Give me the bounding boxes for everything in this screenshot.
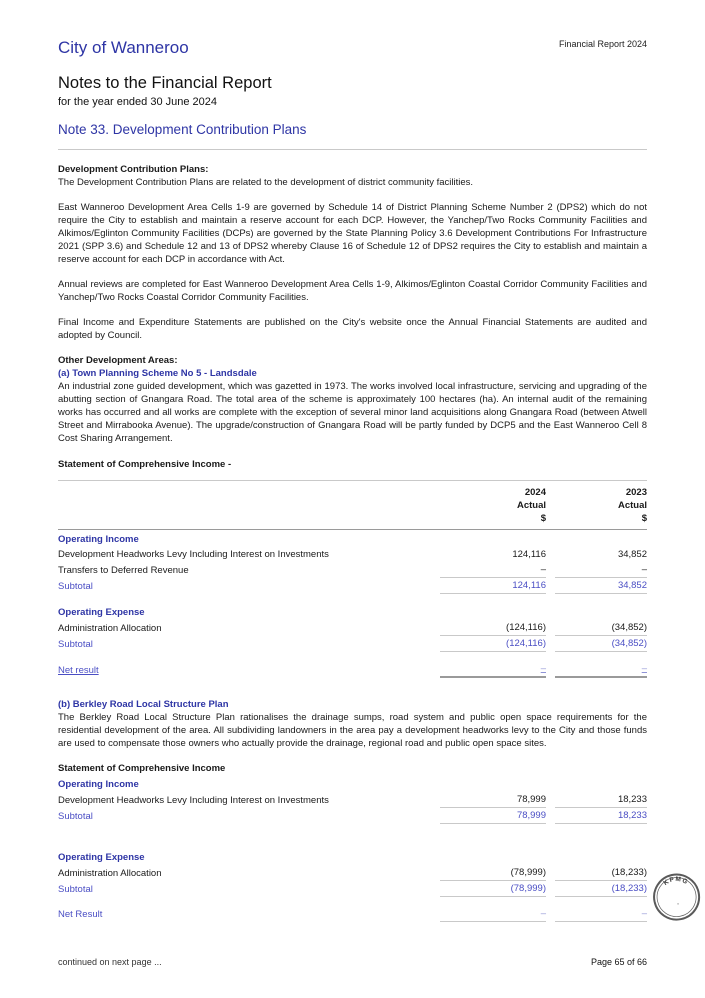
column-gap [546, 530, 555, 547]
section-b-statement-heading: Statement of Comprehensive Income [58, 763, 226, 774]
value-2023: – [555, 562, 647, 578]
value-2024: – [440, 661, 546, 678]
row-label: Transfers to Deferred Revenue [58, 565, 189, 576]
intro-heading: Development Contribution Plans: [58, 164, 209, 175]
column-gap [546, 792, 555, 808]
column-header-2024: $ [440, 512, 546, 530]
value-2024: – [440, 562, 546, 578]
spacer-cell [58, 824, 647, 848]
value-2024 [440, 848, 546, 865]
table-row [58, 661, 647, 678]
value-2023: (34,852) [555, 620, 647, 636]
table-row [58, 865, 647, 881]
table-row [58, 906, 647, 922]
row-label: Subtotal [58, 884, 93, 895]
column-gap [546, 603, 555, 620]
row-label: Operating Expense [58, 607, 145, 618]
column-gap [546, 547, 555, 562]
value-2023: – [555, 661, 647, 678]
value-2024: (78,999) [440, 865, 546, 881]
header-divider [58, 149, 647, 150]
table-row [58, 848, 647, 865]
value-2023: 18,233 [555, 792, 647, 808]
table-header-row [58, 499, 647, 512]
report-tag: Financial Report 2024 [558, 39, 647, 49]
value-2023: 18,233 [555, 808, 647, 824]
value-2023: (18,233) [555, 865, 647, 881]
value-2024: – [440, 906, 546, 922]
column-gap [546, 499, 555, 512]
spacer-cell [58, 897, 647, 906]
value-2023: (18,233) [555, 881, 647, 897]
table-row [58, 562, 647, 578]
section-a-heading: (a) Town Planning Scheme No 5 - Landsdale [58, 368, 257, 379]
value-2024: 78,999 [440, 808, 546, 824]
row-label: Operating Expense [58, 852, 145, 863]
intro-paragraph-2: East Wanneroo Development Area Cells 1-9 are governed by Schedule 14 of District Planning Scheme Number 2 (DPS2) which do not require the City to establish and maintain a reserve account for each DCP. However, the Yanchep/Two Rocks Community Facilities and Alkimos/Eglinton Community Facilities (DCPs) are governed by the State Planning Policy 3.6 Development Contributions For Infrastructure 2021 (SPP 3.6) and Schedule 12 and 13 of DPS2 whereby Clause 16 of Schedule 12 of DPS2 requires the City to establish and maintain a reserve account for each DCP in accordance with Act. [58, 202, 647, 265]
page-number: Page 65 of 66 [590, 957, 647, 967]
column-header-2023: $ [555, 512, 647, 530]
spacer-row [58, 824, 647, 848]
continuation-note: continued on next page ... [58, 957, 162, 967]
intro-paragraph-4: Final Income and Expenditure Statements are published on the City's website once the Annual Financial Statements are audited and adopted by Council. [58, 317, 647, 341]
column-gap [546, 848, 555, 865]
value-2023: (34,852) [555, 636, 647, 652]
table-row [58, 603, 647, 620]
spacer-row [58, 594, 647, 603]
column-gap [546, 865, 555, 881]
value-2023 [555, 603, 647, 620]
spacer-cell [58, 652, 647, 661]
row-label: Net Result [58, 909, 103, 920]
section-b-heading: (b) Berkley Road Local Structure Plan [58, 699, 229, 710]
column-gap [546, 512, 555, 530]
table-header-row [58, 480, 647, 499]
comprehensive-income-table-a [58, 480, 647, 678]
value-2023: 34,852 [617, 549, 647, 560]
column-gap [546, 620, 555, 636]
table-row [58, 792, 647, 808]
value-2024: (78,999) [440, 881, 546, 897]
table-row [58, 808, 647, 824]
section-a-statement-heading: Statement of Comprehensive Income - [58, 459, 232, 470]
value-2023: 34,852 [555, 578, 647, 594]
value-2024: 124,116 [440, 578, 546, 594]
value-2023: – [555, 906, 647, 922]
column-gap [546, 906, 555, 922]
row-label: Subtotal [58, 639, 93, 650]
value-2024: (124,116) [440, 620, 546, 636]
document-subtitle: for the year ended 30 June 2024 [58, 96, 218, 108]
value-2024: (124,116) [440, 636, 546, 652]
row-label: Administration Allocation [58, 868, 162, 879]
table-row [58, 530, 647, 547]
value-2024 [440, 603, 546, 620]
column-gap [546, 881, 555, 897]
value-2024: 78,999 [440, 792, 546, 808]
row-label: Operating Income [58, 534, 139, 545]
comprehensive-income-table-b [58, 775, 647, 922]
column-header-2024: 2024 [440, 480, 546, 499]
header-spacer-cell [58, 499, 440, 512]
header-spacer-cell [58, 480, 440, 499]
row-label: Subtotal [58, 811, 93, 822]
value-2023 [555, 775, 647, 792]
value-2023 [555, 848, 647, 865]
document-title: Notes to the Financial Report [58, 74, 272, 92]
intro-paragraph-1: The Development Contribution Plans are related to the development of district community facilities. [58, 177, 474, 188]
column-gap [546, 636, 555, 652]
column-gap [546, 808, 555, 824]
value-2023 [555, 530, 647, 547]
row-label: Administration Allocation [58, 623, 162, 634]
table-row [58, 578, 647, 594]
table-row [58, 881, 647, 897]
header-spacer-cell [58, 512, 440, 530]
table-row [58, 620, 647, 636]
row-label: Development Headworks Levy Including Interest on Investments [58, 795, 329, 806]
column-gap [546, 562, 555, 578]
table-header-row [58, 512, 647, 530]
value-2024 [440, 530, 546, 547]
column-gap [546, 578, 555, 594]
table-row [58, 636, 647, 652]
section-b-body: The Berkley Road Local Structure Plan rationalises the drainage sumps, road system and public open space requirements for the residential development of the area. All subdividing landowners in the area pay a development headworks levy to the City and those funds are used to compensate those owners who actually provide the drainage, regional road and public open space sites. [58, 712, 647, 749]
stamp-circle-icon [647, 866, 705, 927]
column-header-2023: Actual [617, 500, 647, 511]
other-areas-heading: Other Development Areas: [58, 355, 178, 366]
column-header-2023: 2023 [555, 480, 647, 499]
section-a-body: An industrial zone guided development, which was gazetted in 1973. The works involved local infrastructure, servicing and upgrading of the abutting section of Gnangara Road. The total area of the scheme is approximately 100 hectares (ha). An internal audit of the remaining works has occurred and all works are complete with the exception of several minor land acquisitions along Gnangara Road (between Atwell Street and Mirrabooka Avenue). The upgrade/construction of Gnangara Road will be partly funded by DCP5 and the East Wanneroo Cell 8 Cost Sharing Arrangement. [58, 381, 647, 444]
spacer-cell [58, 594, 647, 603]
column-header-2024: Actual [516, 500, 546, 511]
row-label: Subtotal [58, 581, 93, 592]
column-gap [546, 480, 555, 499]
row-label: Development Headworks Levy Including Interest on Investments [58, 549, 329, 560]
intro-paragraph-3: Annual reviews are completed for East Wanneroo Development Area Cells 1-9, Alkimos/Eglinton Coastal Corridor Community Facilities and Yanchep/Two Rocks Coastal Corridor Community Facilities. [58, 279, 647, 303]
row-label: Net result [58, 665, 99, 676]
column-gap [546, 775, 555, 792]
kpmg-audit-stamp [647, 866, 705, 931]
value-2024: 124,116 [512, 549, 546, 560]
table-row [58, 775, 647, 792]
svg-text:KPMG: KPMG [662, 875, 690, 888]
value-2024 [440, 775, 546, 792]
organisation-name: City of Wanneroo [58, 38, 189, 57]
spacer-row [58, 897, 647, 906]
spacer-row [58, 652, 647, 661]
table-row [58, 547, 647, 562]
note-title: Note 33. Development Contribution Plans [58, 122, 307, 137]
column-gap [546, 661, 555, 678]
row-label: Operating Income [58, 779, 139, 790]
